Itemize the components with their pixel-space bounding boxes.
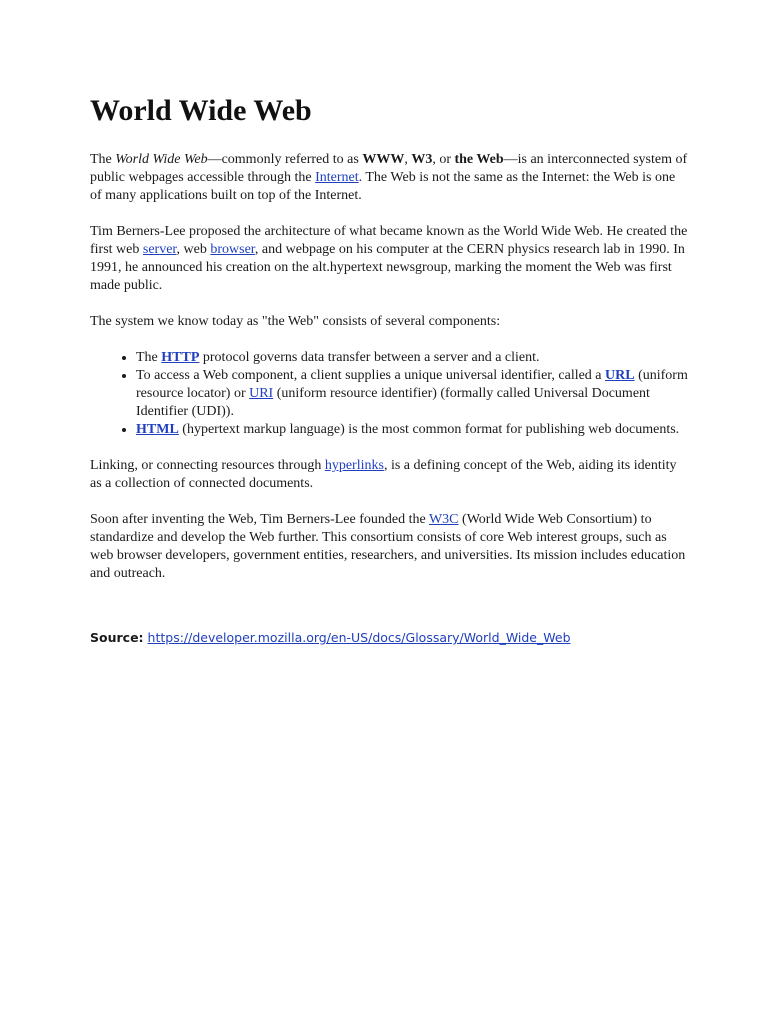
intro-paragraph xyxy=(90,151,690,205)
text: The xyxy=(90,152,116,167)
link-http-label: HTTP xyxy=(161,350,200,365)
history-paragraph xyxy=(90,223,690,295)
source-link[interactable]: https://developer.mozilla.org/en-US/docs/Glossary/World_Wide_Web xyxy=(147,630,571,645)
document-page xyxy=(90,93,690,647)
link-server[interactable]: server xyxy=(142,242,177,257)
text: , is a defining concept of the Web, aiding its identity as a collection of connected documents. xyxy=(90,458,677,491)
list-item-http xyxy=(136,349,690,367)
term-the-web: the Web xyxy=(454,152,504,167)
term-w3: W3 xyxy=(411,152,433,167)
text: , or xyxy=(432,152,455,167)
list-item-html xyxy=(136,421,690,439)
list-item-url xyxy=(136,367,690,421)
link-html[interactable] xyxy=(136,422,179,437)
text: Soon after inventing the Web, Tim Berners-Lee founded the xyxy=(90,512,429,527)
text: Tim Berners-Lee proposed the architecture of what became known as the World Wide Web. He created the first web xyxy=(90,224,688,257)
link-uri[interactable]: URI xyxy=(249,386,274,401)
link-url-label: URL xyxy=(605,368,635,383)
link-html-label: HTML xyxy=(136,422,179,437)
link-w3c[interactable]: W3C xyxy=(428,512,459,527)
w3c-paragraph xyxy=(90,511,690,583)
link-internet[interactable]: Internet xyxy=(315,170,359,185)
text: (World Wide Web Consortium) to standardize and develop the Web further. This consortium consists of core Web interest groups, such as web browser developers, government entities, researchers, and universities. Its mission includes education and outreach. xyxy=(90,512,686,581)
text: (hypertext markup language) is the most common format for publishing web documents. xyxy=(178,422,680,437)
link-browser[interactable]: browser xyxy=(210,242,255,257)
link-hyperlinks[interactable]: hyperlinks xyxy=(324,458,384,473)
text: To access a Web component, a client supplies a unique universal identifier, called a xyxy=(136,368,606,383)
source-line xyxy=(90,629,690,647)
text: (uniform resource identifier) (formally called Universal Document Identifier (UDI)). xyxy=(136,386,650,419)
link-http[interactable] xyxy=(161,350,199,365)
text: protocol governs data transfer between a server and a client. xyxy=(199,350,540,365)
text: , web xyxy=(176,242,211,257)
text: , xyxy=(404,152,412,167)
text: (uniform resource locator) or xyxy=(136,368,688,401)
text: —commonly referred to as xyxy=(207,152,363,167)
term-www: WWW xyxy=(362,152,405,167)
page-title: World Wide Web xyxy=(90,94,312,127)
text: . The Web is not the same as the Internet: the Web is one of many applications built on top of the Internet. xyxy=(90,170,676,203)
text: The xyxy=(136,350,162,365)
components-list xyxy=(90,349,690,439)
linking-paragraph xyxy=(90,457,690,493)
text: —is an interconnected system of public webpages accessible through the xyxy=(90,152,688,185)
link-url[interactable] xyxy=(605,368,635,383)
text: , and webpage on his computer at the CERN physics research lab in 1990. In 1991, he announced his creation on the alt.hypertext newsgroup, marking the moment the Web was first made public. xyxy=(90,242,685,293)
text: Linking, or connecting resources through xyxy=(90,458,325,473)
components-intro-paragraph: The system we know today as "the Web" consists of several components: xyxy=(90,314,501,329)
source-label: Source: xyxy=(90,630,144,645)
term-world-wide-web: World Wide Web xyxy=(115,152,208,167)
